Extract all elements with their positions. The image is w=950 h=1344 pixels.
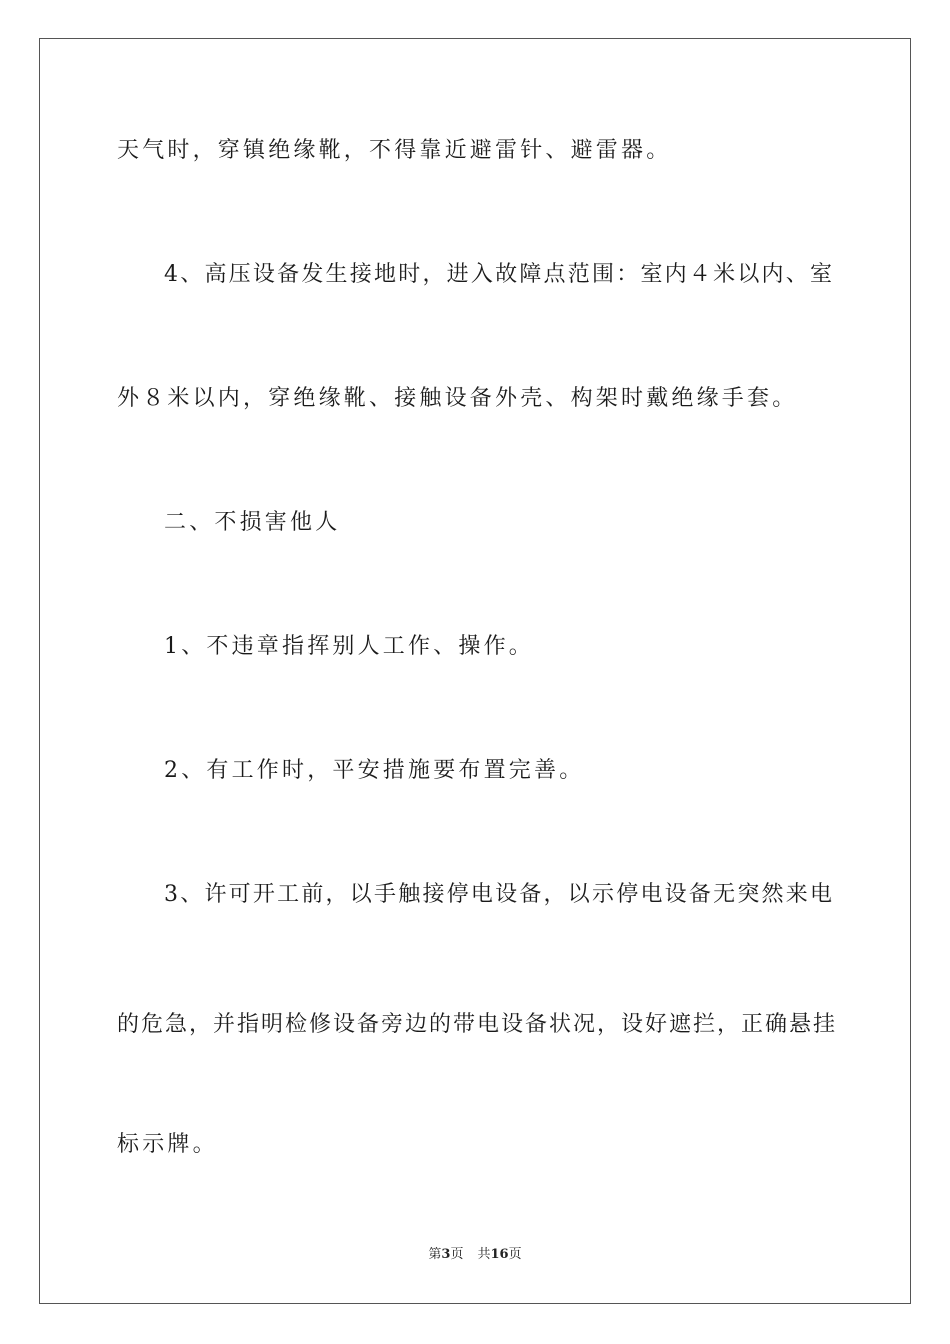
footer-total-suffix: 页 [508, 1247, 522, 1262]
paragraph-line-2: 4、高压设备发生接地时，进入故障点范围：室内４米以内、室 [164, 262, 832, 287]
footer-page-number: 3 [441, 1247, 451, 1262]
paragraph-line-9: 标示牌。 [117, 1132, 218, 1157]
footer-total-prefix: 共 [477, 1247, 491, 1262]
page-border [39, 38, 911, 1304]
footer-total-pages: 16 [490, 1247, 509, 1262]
paragraph-line-7: 3、许可开工前，以手触接停电设备，以示停电设备无突然来电 [164, 882, 832, 907]
paragraph-line-8: 的危急，并指明检修设备旁边的带电设备状况，设好遮拦，正确悬挂 [117, 1012, 835, 1037]
paragraph-line-1: 天气时，穿镇绝缘靴，不得靠近避雷针、避雷器。 [117, 138, 672, 163]
paragraph-line-3: 外８米以内，穿绝缘靴、接触设备外壳、构架时戴绝缘手套。 [117, 386, 798, 411]
paragraph-line-6: 2、有工作时，平安措施要布置完善。 [164, 758, 585, 783]
footer-page-suffix: 页 [450, 1247, 464, 1262]
paragraph-line-5: 1、不违章指挥别人工作、操作。 [164, 634, 534, 659]
section-heading-2: 二、不损害他人 [164, 510, 341, 535]
footer-page-prefix: 第 [428, 1247, 442, 1262]
page-footer [0, 1246, 950, 1264]
